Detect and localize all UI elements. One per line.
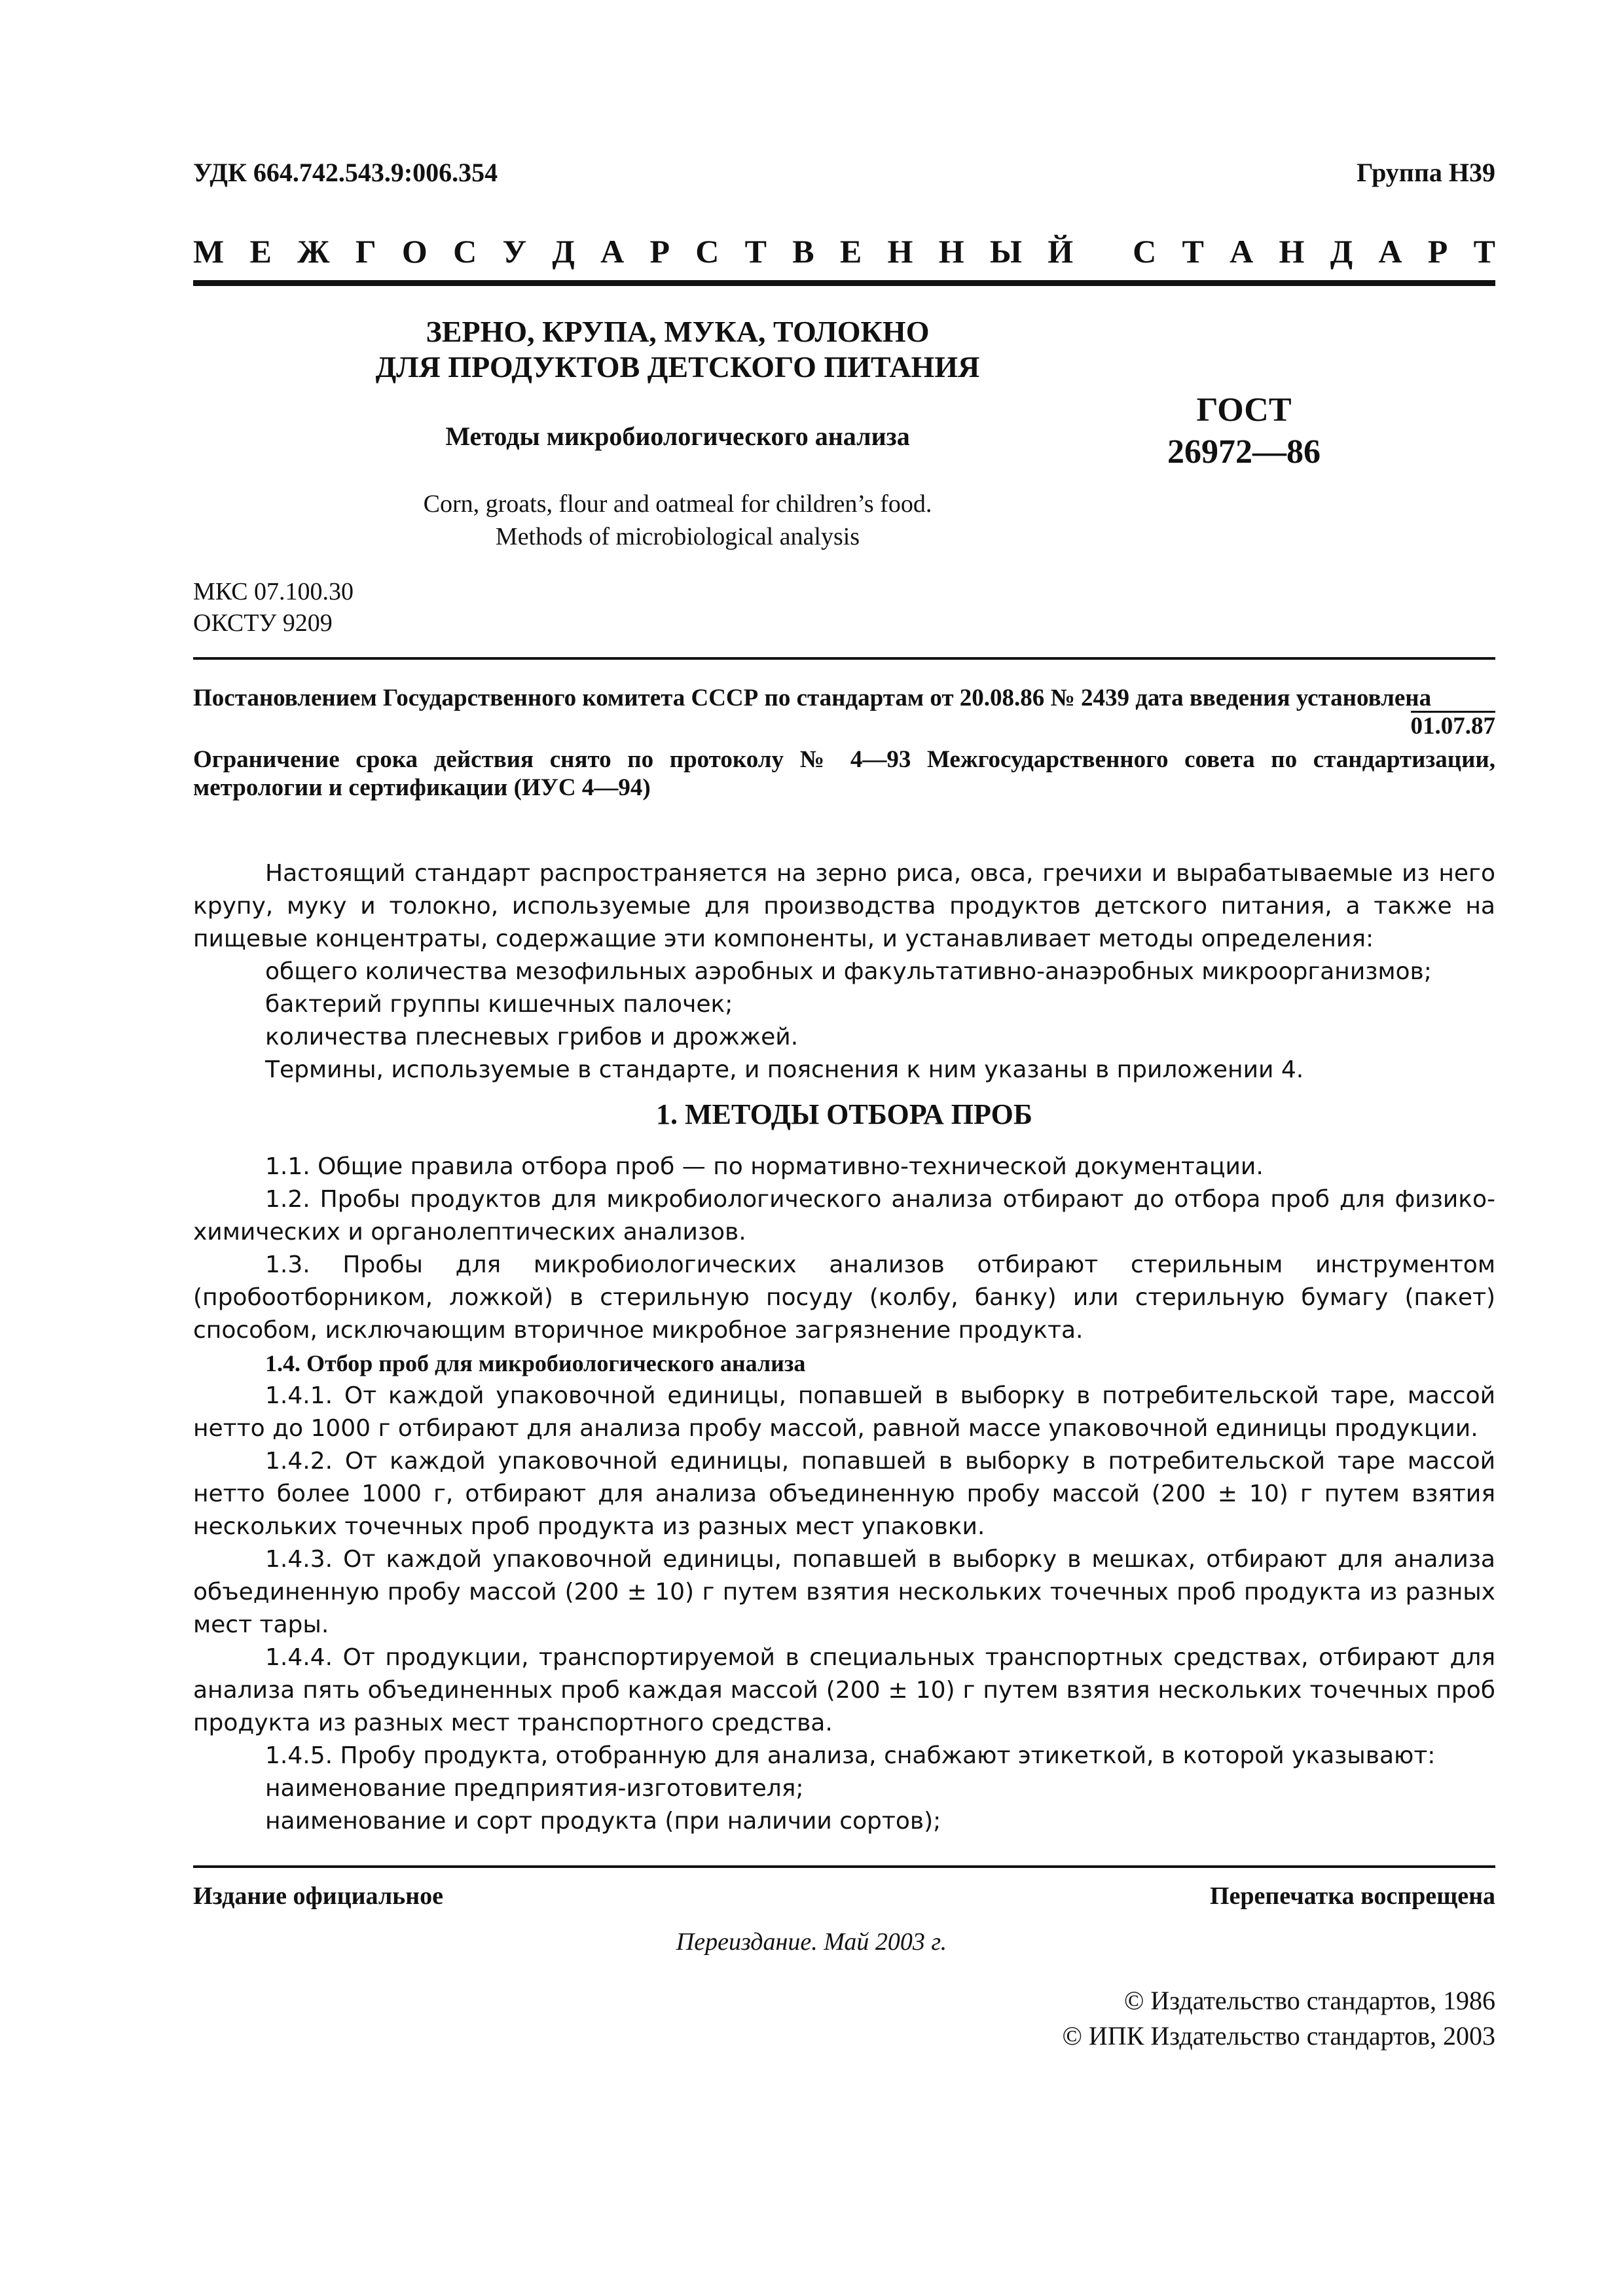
document-subtitle: Методы микробиологического анализа xyxy=(445,422,910,451)
banner-letter: А xyxy=(600,233,625,270)
banner-letter: Е xyxy=(249,233,272,270)
intro-paragraph: Настоящий стандарт распространяется на зерно риса, овса, гречихи и вырабатываемые из него крупу, муку и толокно, используемые для производства продуктов детского питания, а также на пищевые концентраты, содержащие эти компоненты, и устанавливает методы определения: xyxy=(193,860,1495,952)
clause-1-1: 1.1. Общие правила отбора проб — по нормативно-технической документации. xyxy=(265,1153,1264,1180)
banner-letter: Р xyxy=(1427,233,1448,270)
copyright-block xyxy=(1063,1983,1495,2054)
intro-paragraph: Термины, используемые в стандарте, и пояснения к ним указаны в приложении 4. xyxy=(265,1056,1304,1083)
clause-1-4-4: 1.4.4. От продукции, транспортируемой в специальных транспортных средствах, отбирают для анализа пять объединенных проб каждая массой (200 ± 10) г путем взятия нескольких точечных проб продукта из разных мест транспортного средства. xyxy=(193,1644,1495,1736)
section-heading: 1. МЕТОДЫ ОТБОРА ПРОБ xyxy=(656,1098,1032,1130)
clause-1-4-5: 1.4.5. Пробу продукта, отобранную для анализа, снабжают этикеткой, в которой указывают: xyxy=(265,1742,1436,1769)
banner-letter: Д xyxy=(552,233,575,270)
banner-letter: У xyxy=(502,233,527,270)
banner-letter: С xyxy=(453,233,477,270)
reissue-note: Переиздание. Май 2003 г. xyxy=(676,1928,947,1956)
clause-1-2: 1.2. Пробы продуктов для микробиологического анализа отбирают до отбора проб для физико-химических и органолептических анализов. xyxy=(193,1186,1495,1246)
banner-letter: М xyxy=(193,233,225,270)
banner-letter: Е xyxy=(839,233,862,270)
banner-letter: А xyxy=(1378,233,1402,270)
banner-letter: Ы xyxy=(989,233,1022,270)
title-block xyxy=(193,314,1162,553)
clause-1-4-3: 1.4.3. От каждой упаковочной единицы, попавшей в выборку в мешках, отбирают для анализа объединенную пробу массой (200 ± 10) г путем взятия нескольких точечных проб продукта из разных мест тары. xyxy=(193,1546,1495,1638)
banner-letter: А xyxy=(1230,233,1254,270)
list-item: бактерий группы кишечных палочек; xyxy=(265,991,733,1018)
banner-letter: Т xyxy=(1473,233,1495,270)
english-title xyxy=(193,488,1162,553)
banner-gap xyxy=(1099,232,1107,270)
banner-letter: В xyxy=(792,233,814,270)
list-item: количества плесневых грибов и дрожжей. xyxy=(265,1024,799,1050)
decree-block xyxy=(193,684,1495,802)
interstate-standard-banner xyxy=(193,232,1495,270)
gost-label: ГОСТ xyxy=(1196,391,1292,429)
banner-letter: С xyxy=(1133,233,1157,270)
banner-letter: Д xyxy=(1330,233,1353,270)
banner-letter: Г xyxy=(355,233,376,270)
banner-letter: Н xyxy=(938,233,964,270)
decree-text: Постановлением Государственного комитета СССР по стандартам от 20.08.86 № 2439 дата введения установлена xyxy=(193,685,1432,711)
clause-1-3: 1.3. Пробы для микробиологических анализов отбирают стерильным инструментом (пробоотборником, ложкой) в стерильную посуду (колбу, банку) или стерильную бумагу (пакет) способом, исключающим вторичное микробное загрязнение продукта. xyxy=(193,1251,1495,1344)
group-code: Группа Н39 xyxy=(1357,158,1495,187)
clause-1-4-1: 1.4.1. От каждой упаковочной единицы, попавшей в выборку в потребительской таре, массой нетто до 1000 г отбирают для анализа пробу массой, равной массе упаковочной единицы продукции. xyxy=(193,1382,1495,1442)
clause-1-4: 1.4. Отбор проб для микробиологического анализа xyxy=(265,1350,806,1376)
mks-code: МКС 07.100.30 xyxy=(193,578,354,605)
list-item: наименование предприятия-изготовителя; xyxy=(265,1775,804,1802)
banner-letter: С xyxy=(695,233,720,270)
list-item: общего количества мезофильных аэробных и факультативно-анаэробных микроорганизмов; xyxy=(265,958,1432,985)
decree-date: 01.07.87 xyxy=(1411,711,1496,740)
title-line-1: ЗЕРНО, КРУПА, МУКА, ТОЛОКНО xyxy=(426,315,930,348)
okstu-code: ОКСТУ 9209 xyxy=(193,609,333,637)
banner-letter: О xyxy=(401,233,428,270)
banner-letter: Ж xyxy=(297,233,330,270)
classification-codes xyxy=(193,576,354,639)
banner-letter: Т xyxy=(1182,233,1204,270)
gost-designation xyxy=(1113,389,1375,473)
english-title-line-2: Methods of microbiological analysis xyxy=(495,523,860,550)
banner-letter: Н xyxy=(887,233,913,270)
udk-code: УДК 664.742.543.9:006.354 xyxy=(193,158,498,187)
banner-letter: Т xyxy=(744,233,767,270)
banner-letter: Р xyxy=(649,233,670,270)
header-rule xyxy=(193,280,1495,286)
banner-letter: Н xyxy=(1279,233,1305,270)
official-edition-label: Издание официальное xyxy=(193,1882,444,1910)
banner-letter: Й xyxy=(1048,233,1074,270)
title-line-2: ДЛЯ ПРОДУКТОВ ДЕТСКОГО ПИТАНИЯ xyxy=(375,350,980,384)
document-body xyxy=(193,857,1495,1838)
reprint-prohibited-label: Перепечатка воспрещена xyxy=(1209,1882,1495,1910)
footer-rule xyxy=(193,1865,1495,1868)
document-title xyxy=(193,314,1162,385)
divider-rule xyxy=(193,657,1495,660)
copyright-line: © ИПК Издательство стандартов, 2003 xyxy=(1062,2021,1495,2051)
list-item: наименование и сорт продукта (при наличии сортов); xyxy=(265,1808,941,1835)
english-title-line-1: Corn, groats, flour and oatmeal for children’s food. xyxy=(423,490,932,518)
limit-text: Ограничение срока действия снято по протоколу № 4—93 Межгосударственного совета по стандартизации, метрологии и сертификации (ИУС 4—94) xyxy=(193,746,1495,801)
copyright-line: © Издательство стандартов, 1986 xyxy=(1123,1986,1495,2015)
gost-number: 26972—86 xyxy=(1167,433,1321,471)
clause-1-4-2: 1.4.2. От каждой упаковочной единицы, попавшей в выборку в потребительской таре массой нетто более 1000 г, отбирают для анализа объединенную пробу массой (200 ± 10) г путем взятия нескольких точечных проб продукта из разных мест упаковки. xyxy=(193,1448,1495,1540)
